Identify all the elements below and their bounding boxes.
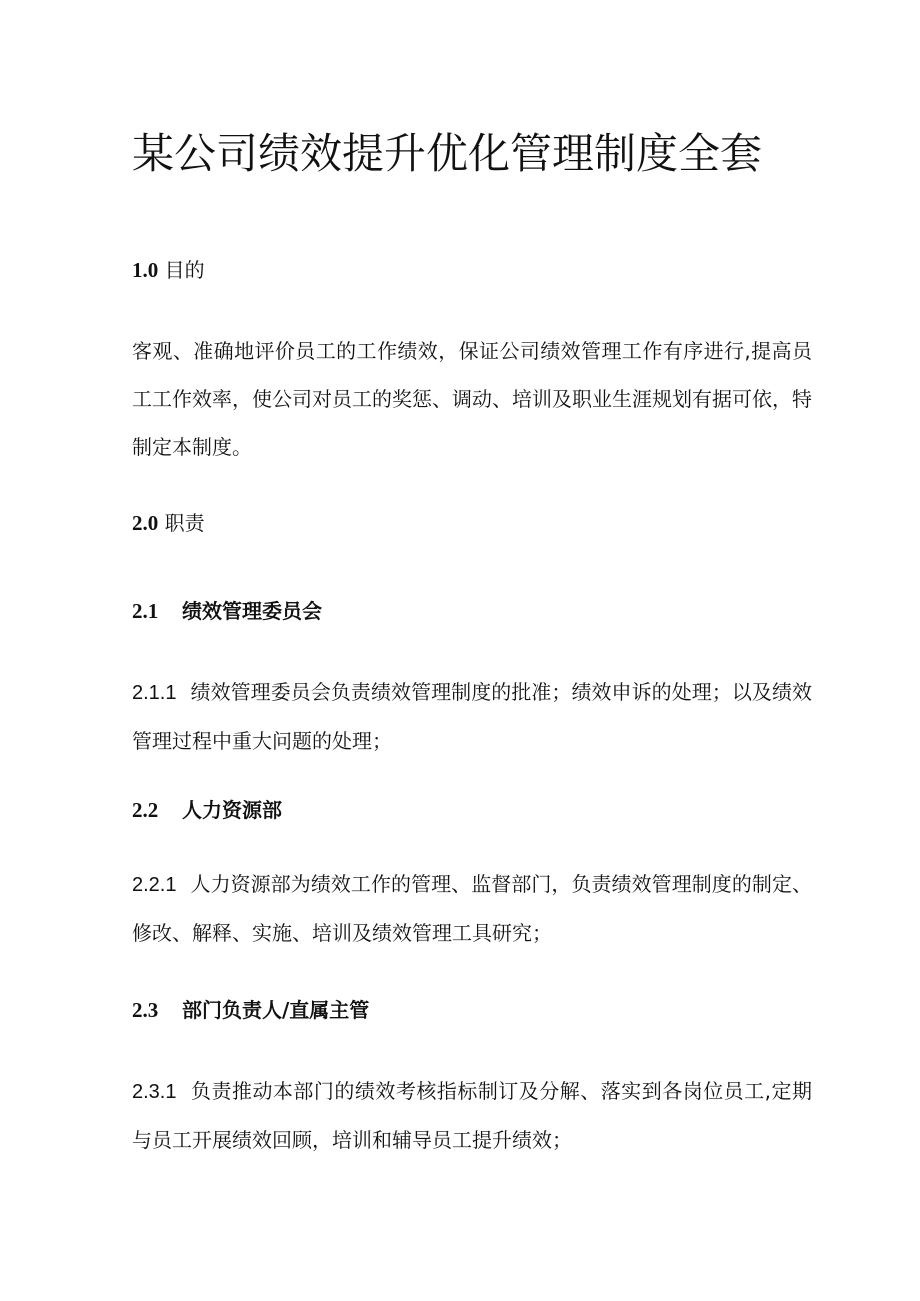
item-number: 2.1.1: [132, 682, 177, 704]
item-text: 负责推动本部门的绩效考核指标制订及分解、落实到各岗位员工,定期与员工开展绩效回顾，培训和辅导员工提升绩效；: [132, 1079, 812, 1152]
subsection-number: 2.3: [132, 998, 159, 1022]
subsection-label: 人力资源部: [182, 798, 282, 822]
subsection-heading-committee: [132, 596, 812, 626]
item-text: 人力资源部为绩效工作的管理、监督部门，负责绩效管理制度的制定、修改、解释、实施、培训及绩效管理工具研究；: [132, 872, 812, 945]
subsection-heading-hr: [132, 795, 812, 825]
item-number: 2.3.1: [132, 1081, 177, 1103]
subsection-number: 2.1: [132, 599, 159, 623]
item-text: 绩效管理委员会负责绩效管理制度的批准；绩效申诉的处理；以及绩效管理过程中重大问题的处理；: [132, 680, 812, 753]
subsection-label: 绩效管理委员会: [182, 599, 322, 623]
section-heading-responsibilities: [132, 508, 812, 538]
subsection-heading-dept-head: [132, 995, 812, 1025]
item-paragraph-2-2-1: [132, 860, 812, 957]
item-paragraph-2-1-1: [132, 668, 812, 765]
section-number: 2.0: [132, 511, 159, 535]
section-label: 职责: [164, 511, 205, 535]
item-number: 2.2.1: [132, 874, 177, 896]
document-title: 某公司绩效提升优化管理制度全套: [132, 129, 763, 178]
purpose-paragraph: 客观、准确地评价员工的工作绩效，保证公司绩效管理工作有序进行,提高员工工作效率，使公司对员工的奖惩、调动、培训及职业生涯规划有据可依，特制定本制度。: [132, 339, 812, 459]
section-label: 目的: [164, 258, 205, 282]
item-paragraph-2-3-1: [132, 1067, 812, 1164]
subsection-label: 部门负责人/直属主管: [182, 998, 370, 1022]
section-heading-purpose: [132, 255, 812, 285]
section-number: 1.0: [132, 258, 159, 282]
subsection-number: 2.2: [132, 798, 159, 822]
